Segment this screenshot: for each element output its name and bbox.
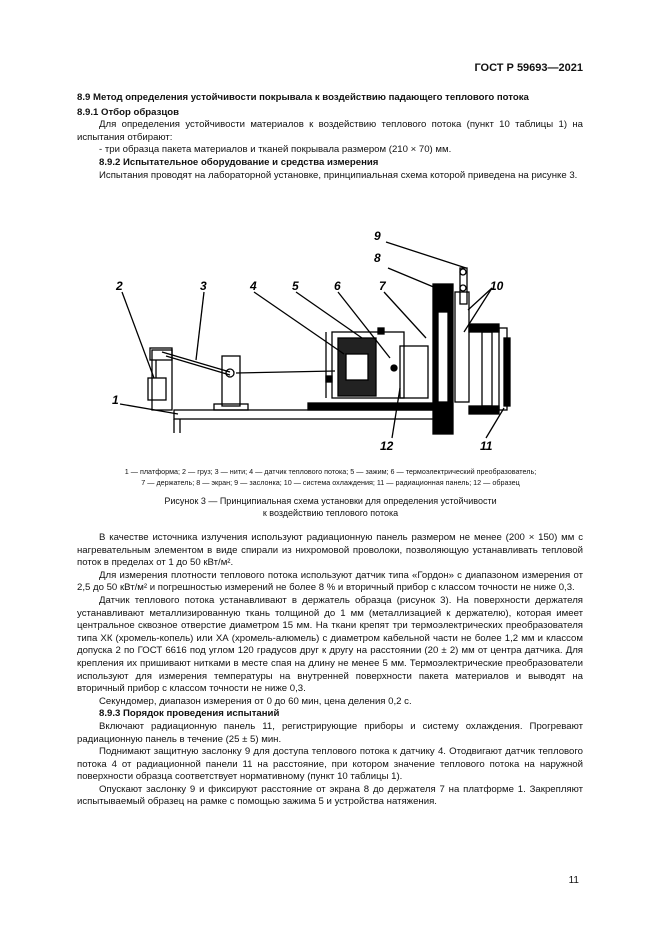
list-item: - три образца пакета материалов и тканей покрывала размером (210 × 70) мм. — [99, 144, 452, 156]
paragraph: В качестве источника излучения используют радиационную панель размером не менее (200 × 150) мм с нагревательным элементом в виде спирали из нихромовой проволоки, позволяющую устанавливать тепловой поток в пределах от 1 до 50 кВт/м². — [77, 532, 583, 569]
figure-label: 8 — [374, 251, 381, 265]
caption-line: Рисунок 3 — Принципиальная схема установки для определения устойчивости — [164, 496, 497, 506]
figure-caption — [80, 496, 581, 519]
page-number: 11 — [568, 875, 579, 886]
section-title: 8.9 Метод определения устойчивости покрывала к воздействию падающего теплового потока — [77, 92, 529, 103]
subsection-title-2: 8.9.2 Испытательное оборудование и средства измерения — [99, 156, 379, 168]
legend-line: 7 — держатель; 8 — экран; 9 — заслонка; 10 — система охлаждения; 11 — радиационная панель; 12 — образец — [141, 478, 520, 487]
paragraph: Опускают заслонку 9 и фиксируют расстояние от экрана 8 до держателя 7 на платформе 1. Закрепляют испытываемый образец на рамке с помощью зажима 5 и устройства натяжения. — [77, 783, 583, 808]
figure-label: 2 — [116, 279, 123, 293]
figure-legend — [70, 466, 591, 488]
legend-line: 1 — платформа; 2 — груз; 3 — нити; 4 — датчик теплового потока; 5 — зажим; 6 — термоэлектрический преобразователь; — [124, 467, 537, 476]
paragraph: Поднимают защитную заслонку 9 для доступа теплового потока к датчику 4. Отодвигают датчик теплового потока 4 от радиационной панели 11 на расстояние, при котором значение теплового потока на наружной поверхности образца соответствует нормативному (пункт 10 таблицы 1). — [77, 746, 583, 783]
standard-number: ГОСТ Р 59693—2021 — [474, 62, 583, 74]
figure-label: 10 — [490, 279, 504, 293]
body-text — [77, 532, 583, 809]
paragraph: Включают радиационную панель 11, регистрирующие приборы и систему охлаждения. Прогревают радиационную панель в течение (25 ± 5) мин. — [77, 720, 583, 745]
figure-label: 7 — [379, 279, 386, 293]
figure-label: 11 — [480, 439, 493, 453]
figure-label: 9 — [374, 229, 381, 243]
section-top — [77, 92, 583, 182]
figure-label: 1 — [112, 393, 119, 407]
figure-label: 12 — [380, 439, 394, 453]
paragraph: Секундомер, диапазон измерения от 0 до 60 мин, цена деления 0,2 с. — [99, 695, 412, 707]
subsection-title-3: 8.9.3 Порядок проведения испытаний — [99, 708, 280, 720]
figure-label: 3 — [200, 279, 207, 293]
paragraph: Испытания проводят на лабораторной установке, принципиальная схема которой приведена на рисунке 3. — [99, 169, 578, 181]
caption-line: к воздействию теплового потока — [262, 507, 399, 518]
figure-label: 4 — [250, 279, 257, 293]
paragraph: Датчик теплового потока устанавливают в держатель образца (рисунок 3). На поверхности держателя устанавливают металлизированную ткань толщиной до 1 мм (металлизацией к держателю), которая имеет центральное сквозное отверстие диаметром 15 мм. На ткани крепят три термоэлектрических преобразователя типа ХК (хромель-копель) или ХА (хромель-алюмель) с диаметром кабельной части не более 1,2 мм и классом допуска 2 по ГОСТ 6616 под углом 120 градусов друг к другу на расстоянии (20 ± 2) мм от центра датчика. Для крепления их пришивают нитками в месте спая на длину не менее 5 мм. Термоэлектрические преобразователи используют для измерения температуры на внутренней поверхности пакета материалов и выводят на вторичный прибор с классом точности не ниже 0,3. — [77, 594, 583, 695]
figure-label: 6 — [334, 279, 341, 293]
setup-diagram — [100, 228, 530, 460]
subsection-title-1: 8.9.1 Отбор образцов — [77, 106, 179, 118]
figure-label: 5 — [292, 279, 299, 293]
paragraph: Для определения устойчивости материалов к воздействию теплового потока (пункт 10 таблицы 1) на испытания отбирают: — [77, 119, 583, 143]
paragraph: Для измерения плотности теплового потока используют датчик типа «Гордон» с диапазоном измерения от 2,5 до 50 кВт/м² и погрешностью измерений не более 8 % и вторичный прибор с классом точности не ниже 0,3. — [77, 569, 583, 594]
